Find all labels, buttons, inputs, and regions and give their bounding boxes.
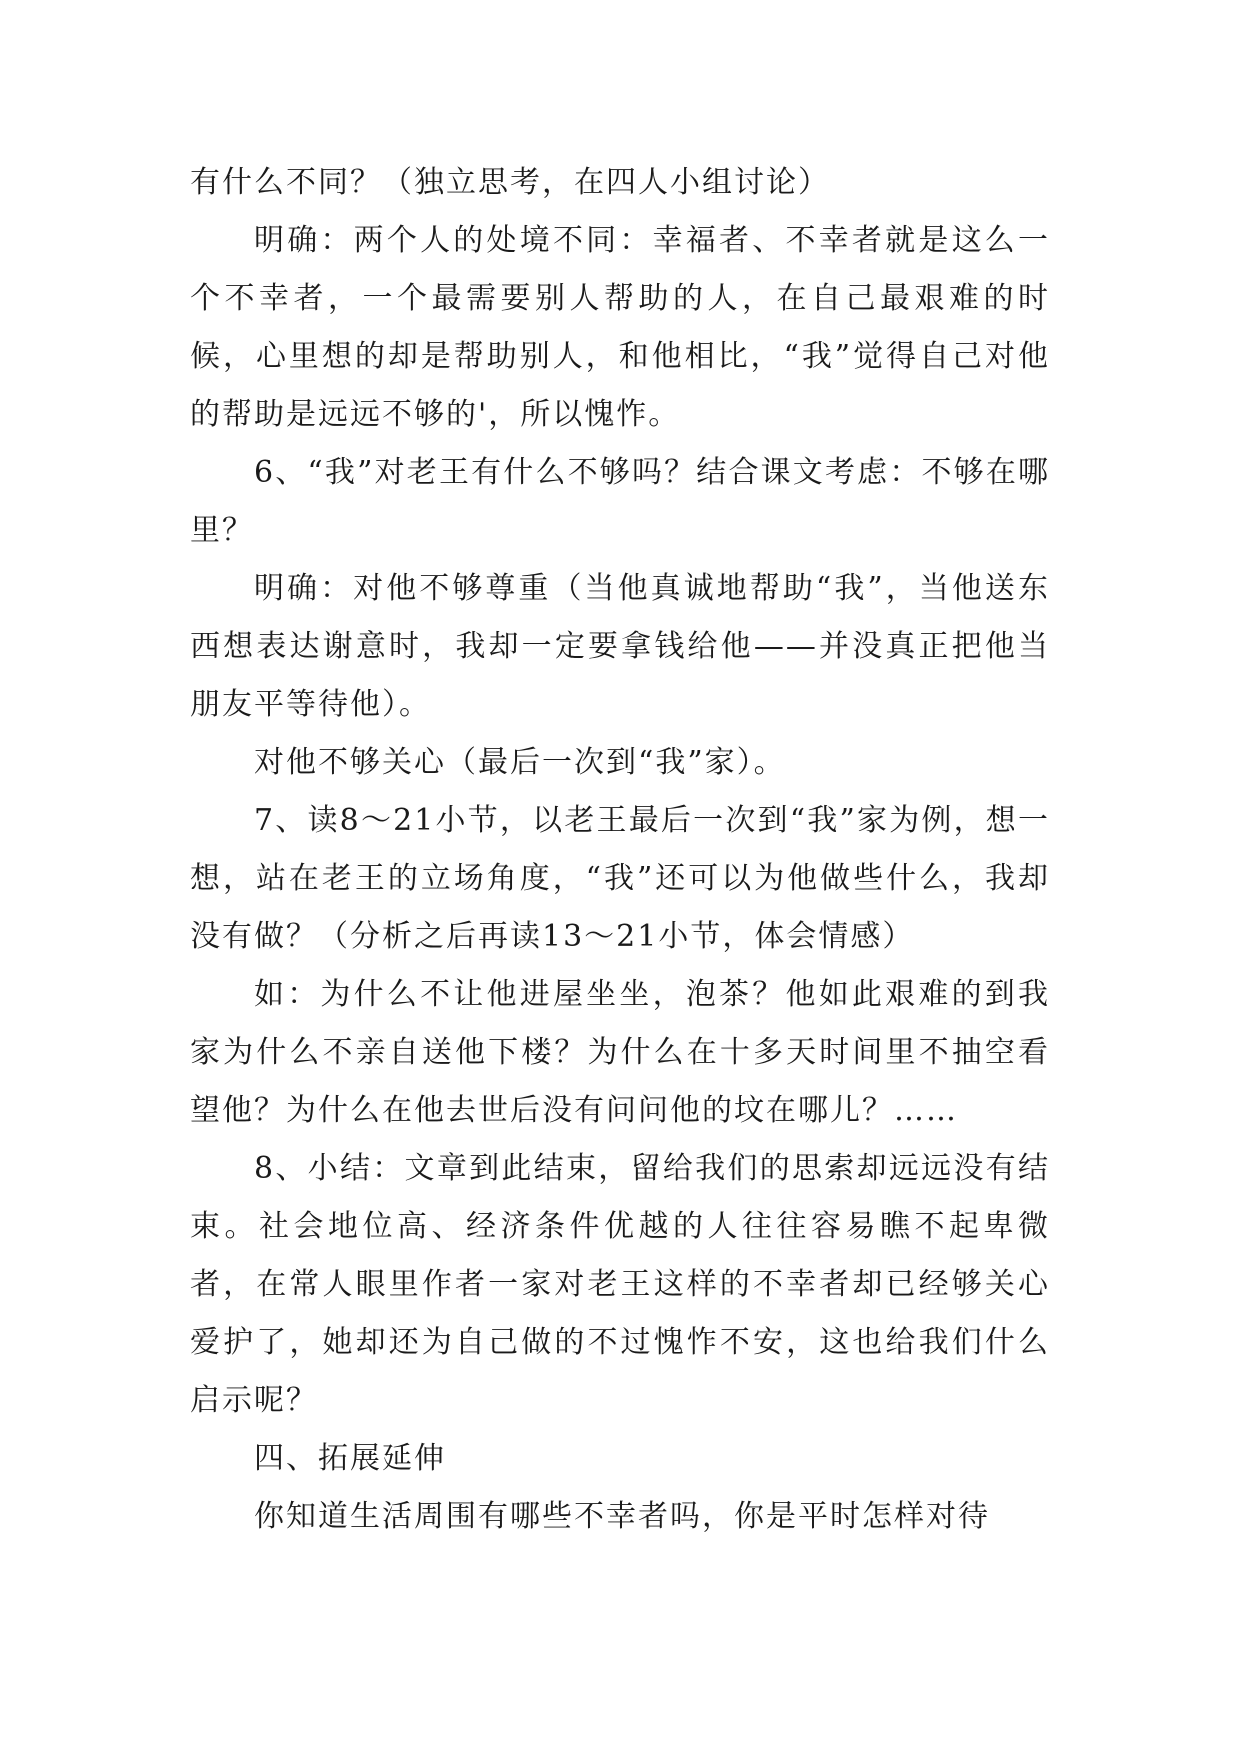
paragraph-example: 如：为什么不让他进屋坐坐，泡茶？他如此艰难的到我家为什么不亲自送他下楼？为什么在十多天时间里不抽空看望他？为什么在他去世后没有问问他的坟在哪儿？…… xyxy=(190,977,1050,1128)
paragraph-question-7: 7、读8～21小节，以老王最后一次到“我”家为例，想一想，站在老王的立场角度，“我”还可以为他做些什么，我却没有做？（分析之后再读13～21小节，体会情感） xyxy=(190,803,1050,954)
section-heading-extension: 四、拓展延伸 xyxy=(254,1441,446,1476)
paragraph-continuation: 有什么不同？（独立思考，在四人小组讨论） xyxy=(190,165,830,200)
document-body xyxy=(190,154,1050,1546)
paragraph-extension-question: 你知道生活周围有哪些不幸者吗，你是平时怎样对待 xyxy=(254,1499,990,1534)
paragraph-question-6: 6、“我”对老王有什么不够吗？结合课文考虑：不够在哪里？ xyxy=(190,455,1050,548)
paragraph-summary-8: 8、小结：文章到此结束，留给我们的思索却远远没有结束。社会地位高、经济条件优越的人往往容易瞧不起卑微者，在常人眼里作者一家对老王这样的不幸者却已经够关心爱护了，她却还为自己做的不过愧怍不安，这也给我们什么启示呢？ xyxy=(190,1151,1050,1418)
paragraph-clarification-1: 明确：两个人的处境不同：幸福者、不幸者就是这么一个不幸者，一个最需要别人帮助的人，在自己最艰难的时候，心里想的却是帮助别人，和他相比，“我”觉得自己对他的帮助是远远不够的'，所以愧怍。 xyxy=(190,223,1050,432)
paragraph-clarification-2: 明确：对他不够尊重（当他真诚地帮助“我”，当他送东西想表达谢意时，我却一定要拿钱给他——并没真正把他当朋友平等待他）。 xyxy=(190,571,1050,722)
paragraph-care: 对他不够关心（最后一次到“我”家）。 xyxy=(254,745,786,780)
